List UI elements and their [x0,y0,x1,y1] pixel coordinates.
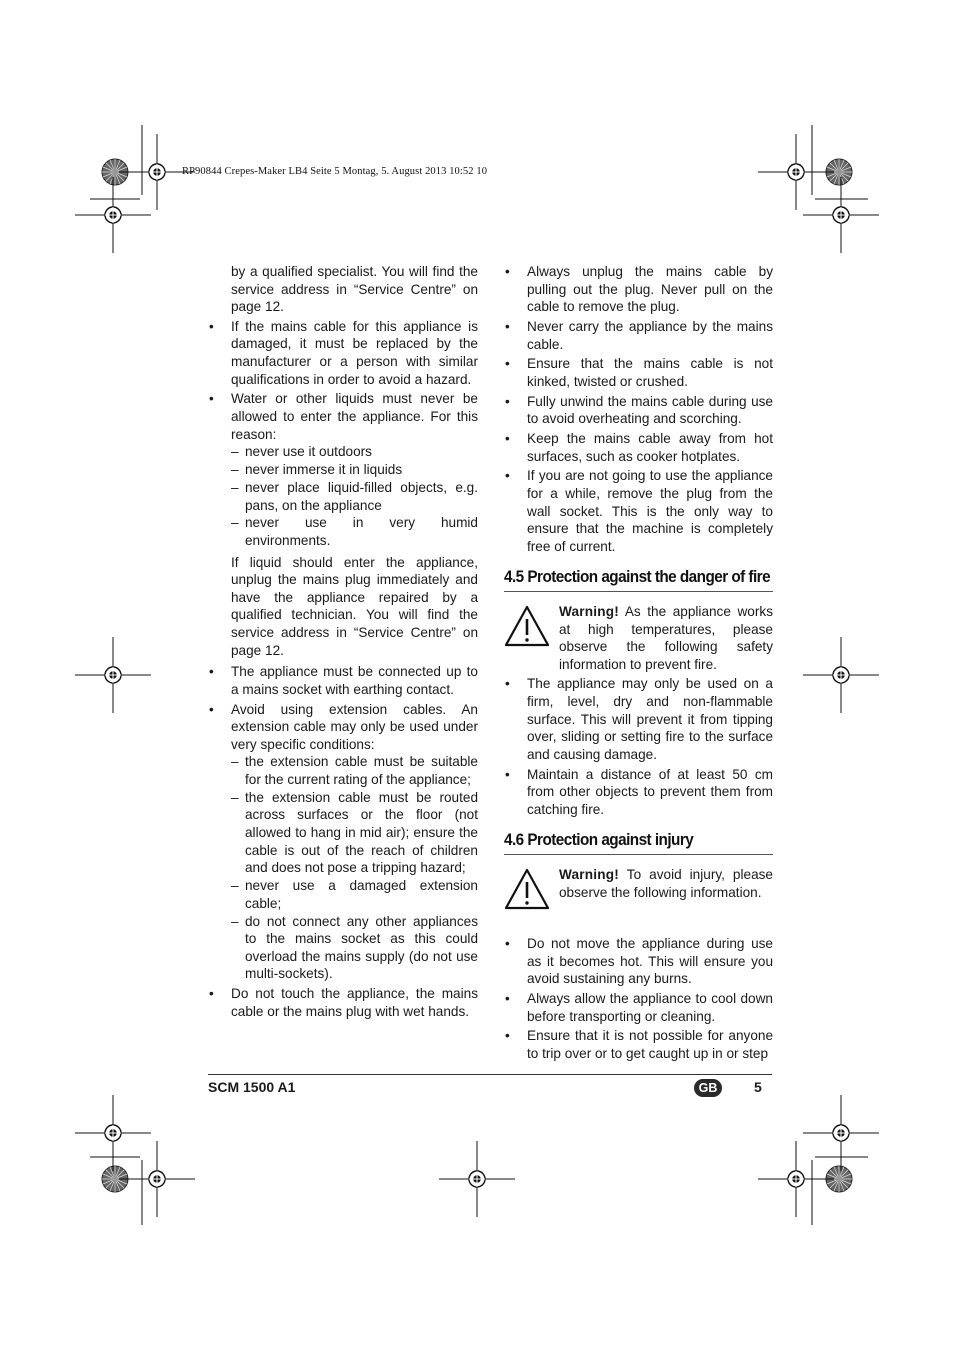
list-item: – do not connect any other appliances to the mains socket as this could overload the mains supply (do not use multi-sockets). [231,913,478,982]
bullet-icon: • [505,318,510,334]
list-item: • Ensure that the mains cable is not kinked, twisted or crushed. [505,356,773,389]
right-column [504,263,773,1065]
list-item: • Fully unwind the mains cable during use to avoid overheating and scorching. [505,393,773,427]
bullet-icon: • [505,676,510,692]
bullet-earthing: The appliance must be connected up to a mains socket with earthing contact. [231,664,478,697]
dash-icon: – [231,789,239,805]
footer-model-name: SCM 1500 A1 [208,1079,296,1095]
list-item [208,663,478,698]
list-item: – never use a damaged extension cable; [231,878,478,911]
list-item: – never use it outdoors [231,444,372,460]
section-injury-heading-wrap [504,831,773,855]
bullet-icon: • [209,391,214,407]
dash-icon: – [231,754,239,770]
footer-divider [208,1074,772,1075]
list-item: – never use in very humid environments. [231,515,478,548]
water-sublist [231,443,478,549]
dash-icon: – [231,462,239,478]
bullet-icon: • [505,1028,510,1044]
section-heading-injury: 4.6 Protection against injury [504,830,694,850]
bullet-icon: • [505,990,510,1006]
section-heading-fire: 4.5 Protection against the danger of fire [504,567,771,587]
warning-text-injury: Warning! To avoid injury, please observe the following information. [559,866,773,900]
list-item [208,390,478,659]
warning-label: Warning! [559,604,619,620]
warning-block-injury [504,866,773,926]
list-item: – never immerse it in liquids [231,462,403,478]
list-item: • The appliance may only be used on a firm, level, dry and non-flammable surface. This will prevent it from tipping over, sliding or setting fire to the surface and causing damage. [505,676,773,762]
bullet-icon: • [505,356,510,372]
bullet-icon: • [209,986,214,1002]
list-item: • Always allow the appliance to cool down before transporting or cleaning. [505,990,773,1024]
safety-list-right [504,263,773,555]
list-item: – never place liquid-filled objects, e.g. pans, on the appliance [231,479,478,513]
warning-triangle-icon [504,868,550,910]
section-fire-heading-wrap [504,568,773,592]
dash-icon: – [231,515,239,531]
bullet-icon: • [209,664,214,680]
bullet-icon: • [505,766,510,782]
warning-label: Warning! [559,866,619,882]
injury-list [504,935,773,1063]
bullet-icon: • [209,318,214,334]
dash-icon: – [231,444,239,460]
warning-triangle-icon [504,605,550,647]
list-item: • Never carry the appliance by the mains cable. [505,318,773,352]
dash-icon: – [231,479,239,495]
page-number: 5 [754,1079,762,1095]
dash-icon: – [231,878,239,894]
bullet-icon: • [505,935,510,951]
print-slug: RP90844 Crepes-Maker LB4 Seite 5 Montag, 5. August 2013 10:52 10 [182,166,488,177]
bullet-icon: • [505,264,510,279]
bullet-water: Water or other liquids must never be allowed to enter the appliance. For this reason: [231,391,478,442]
bullet-icon: • [505,431,510,447]
bullet-icon: • [505,468,510,484]
bullet-mains-cable-damaged: If the mains cable for this appliance is damaged, it must be replaced by the manufacturer or a person with similar qualifications in order to avoid a hazard. [231,318,478,387]
warning-block-fire [504,603,773,673]
list-item: • Do not move the appliance during use as it becomes hot. This will ensure you avoid sustaining any burns. [505,935,773,987]
bullet-icon: • [209,701,214,717]
bullet-icon: • [505,393,510,409]
list-item: • Ensure that it is not possible for anyone to trip over or to get caught up in or step [505,1028,773,1061]
water-followup: If liquid should enter the appliance, unplug the mains plug immediately and have the appliance repaired by a qualified technician. You will find the service address in “Service Centre” on page 12. [231,554,478,658]
bullet-extension: Avoid using extension cables. An extension cable may only be used under very specific conditions: [231,701,478,752]
list-item [208,701,478,983]
safety-list-left [208,318,478,1021]
bullet-wet-hands: Do not touch the appliance, the mains cable or the mains plug with wet hands. [231,986,478,1019]
list-item [208,318,478,388]
intro-paragraph: by a qualified specialist. You will find the service address in “Service Centre” on page 12. [231,264,478,315]
left-column [208,263,478,1022]
list-item [208,985,478,1020]
list-item: • Maintain a distance of at least 50 cm from other objects to prevent them from catching fire. [505,766,773,817]
list-item: • Always unplug the mains cable by pulling out the plug. Never pull on the cable to remove the plug. [505,264,773,315]
fire-list [504,675,773,818]
list-item: – the extension cable must be routed across surfaces or the floor (not allowed to hang in mid air); ensure the cable is out of the reach of children and does not pose a tripping hazard; [231,789,478,876]
dash-icon: – [231,913,239,929]
warning-text-fire: Warning! As the appliance works at high temperatures, please observe the following safety information to prevent fire. [559,604,773,672]
language-badge: GB [694,1079,722,1097]
extension-sublist [231,753,478,983]
list-item: • Keep the mains cable away from hot surfaces, such as cooker hotplates. [505,431,773,464]
list-item: – the extension cable must be suitable for the current rating of the appliance; [231,754,478,787]
list-item: • If you are not going to use the appliance for a while, remove the plug from the wall socket. This is the only way to ensure that the machine is completely free of current. [505,468,773,554]
